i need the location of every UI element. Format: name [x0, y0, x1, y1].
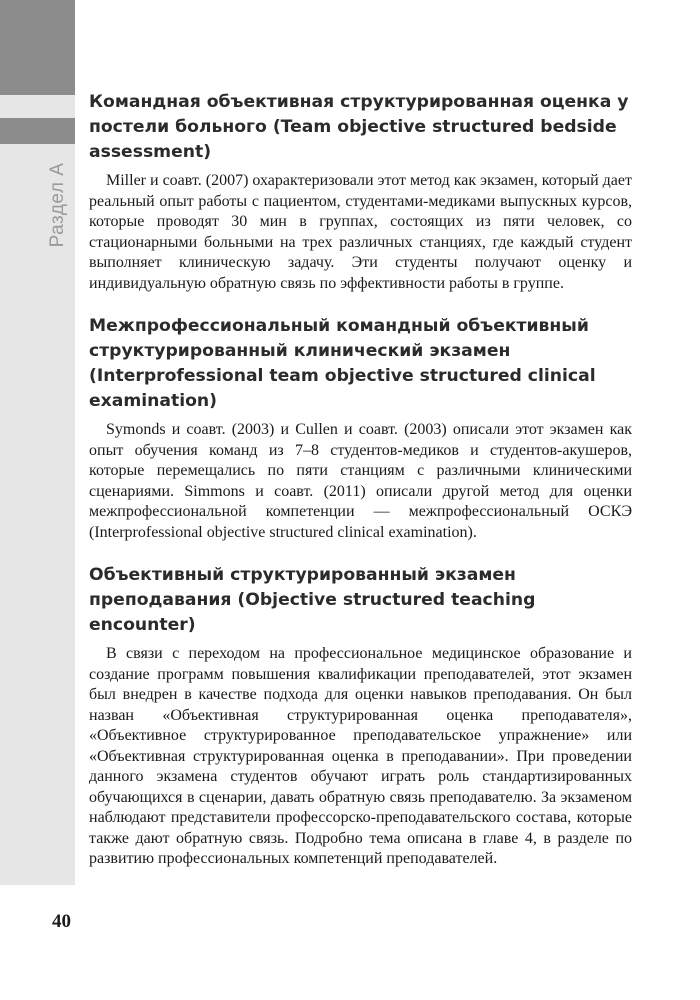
- section-heading-interprofessional: Межпрофессиональный командный объективный структурированный клинический экзамен (Interprofessional team objective structured clinical examination): [89, 316, 596, 411]
- section-body-team-bedside: Miller и соавт. (2007) охарактеризовали этот метод как экзамен, который дает реальный опыт работы с пациентом, студентами-медиками выпускных курсов, которые проводят 30 мин в группах, состоящих из пяти человек, со стационарными больными на трех различных станциях, где каждый студент выполняет клиническую задачу. Эти студенты получают оценку и индивидуальную обратную связь по эффективности работы в группе.: [89, 172, 632, 292]
- section-heading-team-bedside: Командная объективная структурированная оценка у постели больного (Team objective structured bedside assessment): [89, 92, 629, 162]
- section-body-interprofessional: Symonds и соавт. (2003) и Cullen и соавт. (2003) описали этот экзамен как опыт обучения команд из 7–8 студентов-медиков и студентов-акушеров, которые перемещались по пяти станциям с различными клиническими сценариями. Simmons и соавт. (2011) описали другой метод для оценки межпрофессиональной компетенции — межпрофессиональный ОСКЭ (Interprofessional objective structured clinical examination).: [89, 421, 632, 541]
- section-label: Раздел А: [47, 162, 68, 248]
- section-body-teaching-encounter: В связи с переходом на профессиональное медицинское образование и создание программ повышения квалификации преподавателей, этот экзамен был внедрен в качестве подхода для оценки навыков преподавания. Он был назван «Объективная структурированная оценка преподавателя», «Объективное структурированное преподавательское упражнение» или «Объективная структурированная оценка в преподавании». При проведении данного экзамена студентов обучают играть роль стандартизированных обучающихся в сценарии, давать обратную связь преподавателю. За экзаменом наблюдают представители профессорско-преподавательского состава, которые также дают обратную связь. Подробно тема описана в главе 4, в разделе по развитию профессиональных компетенций преподавателей.: [89, 645, 632, 867]
- sidebar-band: [0, 118, 75, 144]
- page-number: 40: [52, 911, 71, 932]
- section-heading-teaching-encounter: Объективный структурированный экзамен преподавания (Objective structured teaching encounter): [89, 565, 536, 635]
- sidebar-top-block: [0, 0, 75, 95]
- page-content: [89, 90, 632, 890]
- sidebar: [0, 0, 75, 885]
